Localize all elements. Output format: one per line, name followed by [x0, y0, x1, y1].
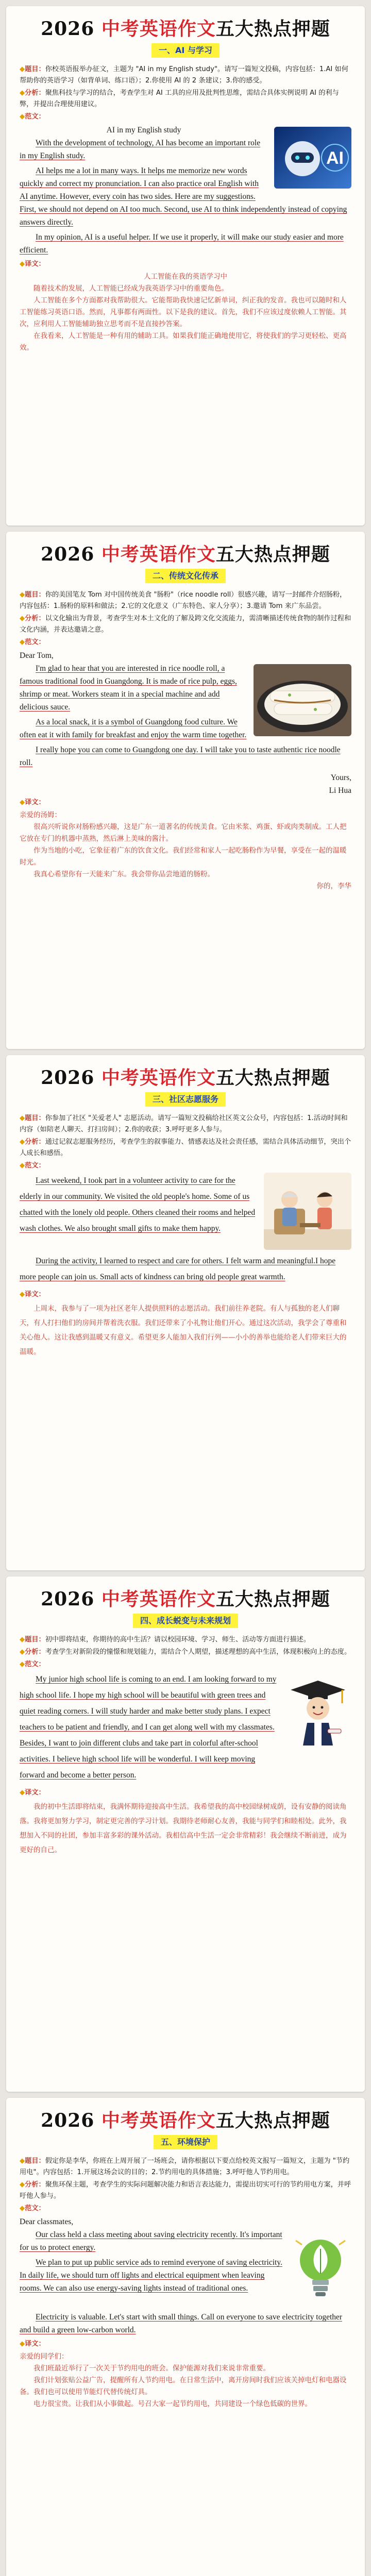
essay-card-ai — [6, 6, 365, 526]
page-title: 2026 中考英语作文五大热点押题 — [41, 1588, 330, 1610]
analysis-label: ◆分析： — [20, 89, 45, 97]
analysis-row: ◆分析：通过记叙志愿服务经历，考查学生的叙事能力、情感表达及社会责任感，需结合具体活动细节，突出个人成长和感悟。 — [20, 1138, 351, 1157]
essay-card-environment — [6, 2098, 365, 2576]
page-title: 2026 中考英语作文五大热点押题 — [41, 18, 330, 40]
topic-label: ◆题目： — [20, 2157, 45, 2165]
letter-greeting: Dear Tom, — [20, 651, 54, 660]
topic-row: ◆题目：初中即将结束，你期待的高中生活？请以校园环境、学习、师生、活动等方面进行描述。 — [20, 1636, 311, 1643]
sample-label: ◆范文： — [20, 1660, 45, 1668]
letter-closing: Yours, — [330, 773, 351, 782]
essay-card-volunteer — [6, 1055, 365, 1570]
translation-paragraph: 电力很宝贵。让我们从小事做起。号召大家一起节约用电，共同建设一个绿色低碳的世界。 — [33, 2400, 312, 2408]
analysis-row: ◆分析：聚焦科技与学习的结合，考查学生对 AI 工具的应用及批判性思维，需结合具体实例说明 AI 的利与弊，并提出合理使用建议。 — [20, 89, 339, 108]
letter-paragraph: I'm glad to hear that you are interested in rice noodle roll, a famous traditional food in Guangdong. It is made of rice pulp, eggs, shrimp or meat. Workers steam it in a special machine and add delicious sauce. — [20, 664, 237, 711]
topic-row: ◆题目：假定你是李华，你班在上周开展了一场班会，请你根据以下要点给校英文报写一篇短文，主题为 "节约用电"。内容包括：1.开展这场会议的目的；2.节约用电的具体措施；3.呼吁他人节约用电。 — [20, 2157, 350, 2176]
svg-text:AI: AI — [326, 148, 344, 168]
translation-title: 人工智能在我的英语学习中 — [144, 273, 227, 281]
topic-row: ◆题目：你参加了社区 "关爱老人" 志愿活动。请写一篇短文投稿给社区英文公众号，内容包括：1.活动时间和内容（如陪老人聊天、打扫房间）；2.你的收获；3.呼吁更多人参与。 — [20, 1114, 348, 1133]
topic-label: ◆题目： — [20, 1636, 45, 1643]
translation-paragraph: 我真心希望你有一天能来广东。我会带你品尝地道的肠粉。 — [33, 870, 214, 878]
essay-paragraph: AI helps me a lot in many ways. It helps me memorize new words quickly and correct my pronunciation. I can also practice oral English with AI anytime. However, every coin has two sides. Here are my suggestions. First, we should not depend on AI too much. Second, use AI to think independently instead of copying answers directly. — [20, 166, 347, 227]
analysis-label: ◆分析： — [20, 1648, 45, 1656]
page-title: 2026 中考英语作文五大热点押题 — [41, 544, 330, 565]
letter-paragraph: As a local snack, it is a symbol of Guangdong food culture. We often eat it with family for breakfast and enjoy the warm time together. — [20, 718, 247, 739]
analysis-row: ◆分析：考查学生对新阶段的憧憬和规划能力，需结合个人期望，描述理想的高中生活，体现积极向上的态度。 — [20, 1648, 351, 1656]
volunteer-elderly-image — [264, 1173, 351, 1250]
translation-paragraph: 作为当地的小吃，它象征着广东的饮食文化。我们经常和家人一起吃肠粉作为早餐，享受在一起的温暖时光。 — [20, 846, 347, 867]
graduate-cartoon-image — [284, 1673, 351, 1751]
topic-label: ◆题目： — [20, 65, 45, 73]
analysis-label: ◆分析： — [20, 1138, 45, 1146]
translation-greeting: 亲爱的汤姆： — [20, 811, 61, 819]
analysis-label: ◆分析： — [20, 2181, 45, 2189]
energy-bulb-image — [290, 2230, 351, 2308]
page-title: 2026 中考英语作文五大热点押题 — [41, 1067, 330, 1089]
translation-paragraph: 随着技术的发展，人工智能已经成为我英语学习中的重要角色。 — [33, 284, 228, 293]
translation-signature: 你的，李华 — [316, 882, 351, 890]
translation-paragraph: 在我看来，人工智能是一种有用的辅助工具。如果我们能正确地使用它，将使我们的学习更轻松、更高效。 — [20, 332, 347, 352]
translation-label: ◆译文： — [20, 260, 45, 268]
essay-paragraph: My junior high school life is coming to an end. I am looking forward to my high school life. I hope my high school will be beautiful with green trees and quiet reading corners. I will study harder and make better study plans. I expect teachers to be patient and friendly, and I can get along well with my classmates. Besides, I want to join different clubs and take part in colorful after-school activities. I believe high school life will be wonderful. I will keep moving forward and become a better person. — [20, 1675, 277, 1780]
letter-signature: Li Hua — [329, 786, 351, 795]
section-badge: 四、成长蜕变与未来规划 — [133, 1614, 238, 1628]
translation-label: ◆译文： — [20, 799, 45, 806]
analysis-row: ◆分析：以文化输出为背景，考查学生对本土文化的了解及跨文化交流能力，需清晰描述传统食物的制作过程和文化内涵，并表达邀请之意。 — [20, 615, 351, 634]
sample-label: ◆范文： — [20, 113, 45, 121]
essay-card-future — [6, 1577, 365, 2092]
essay-paragraph: Last weekend, I took part in a volunteer activity to care for the elderly in our community. We visited the old people's home. Some of us chatted with the lonely old people. Others cleaned their rooms and helped wash clothes. We also brought small gifts to make them happy. — [20, 1176, 256, 1233]
topic-label: ◆题目： — [20, 591, 45, 599]
letter-paragraph: I really hope you can come to Guangdong one day. I will take you to taste authentic rice noodle roll. — [20, 745, 341, 767]
page-title: 2026 中考英语作文五大热点押题 — [41, 2110, 330, 2131]
topic-label: ◆题目： — [20, 1114, 45, 1122]
essay-paragraph: In my opinion, AI is a useful helper. If we use it properly, it will make our study easier and more efficient. — [20, 233, 344, 255]
essay-paragraph: With the development of technology, AI has become an important role in my English study. — [20, 139, 261, 160]
topic-row: ◆题目：你的美国笔友 Tom 对中国传统美食 "肠粉"（rice noodle roll）很感兴趣，请写一封邮件介绍肠粉，内容包括：1.肠粉的原料和做法；2.它的文化意义（广东特色、家人分享）；3.邀请 Tom 来广东品尝。 — [20, 591, 347, 610]
translation-paragraph: 很高兴听说你对肠粉感兴趣，这是广东一道著名的传统美食。它由米浆、鸡蛋、虾或肉类制成。工人把它放在专门的机器中蒸熟，然后淋上美味的酱汁。 — [20, 823, 347, 843]
sample-label: ◆范文： — [20, 638, 45, 646]
translation-label: ◆译文： — [20, 1789, 45, 1797]
sample-label: ◆范文： — [20, 2205, 45, 2212]
section-badge: 二、传统文化传承 — [145, 569, 226, 583]
letter-greeting: Dear classmates, — [20, 2217, 74, 2226]
analysis-label: ◆分析： — [20, 615, 45, 622]
translation-label: ◆译文： — [20, 1291, 45, 1298]
translation-paragraph: 我们计划张贴公益广告，提醒所有人节约用电。在日常生活中，离开房间时我们应该关掉电灯和电器设备。我们也可以使用节能灯代替传统灯具。 — [20, 2376, 347, 2396]
section-badge: 五、环境保护 — [154, 2135, 217, 2149]
translation-paragraph: 我的初中生活即将结束，我满怀期待迎接高中生活。我希望我的高中校园绿树成荫，设有安静的阅读角落。我将更加努力学习，制定更完善的学习计划。我期待老师耐心友善，我能与同学们和睦相处。此外，我想加入不同的社团，参加丰富多彩的课外活动。我相信高中生活一定会非常精彩！我会继续不断前进，成为更好的自己。 — [20, 1803, 347, 1854]
topic-row: ◆题目：你校英语报举办征文，主题为 "AI in my English study"。请写一篇短文投稿，内容包括：1.AI 如何帮助你的英语学习（如背单词、练口语）；2.你使用 AI 的 2 条建议；3.你的感受。 — [20, 65, 348, 84]
translation-paragraph: 上周末，我参与了一项为社区老年人提供照料的志愿活动。我们前往养老院。有人与孤独的老人们聊天，有人打扫他们的房间并帮着洗衣服。我们还带来了小礼物让他们开心。通过这次活动，我学会了尊重和关心他人。这让我感到温暖又有意义。希望更多人能加入我们行列——小小的善举也能给老人们带来巨大的温暖。 — [20, 1304, 347, 1356]
essay-paragraph: During the activity, I learned to respect and care for others. I felt warm and meaningful.I hope more people can join us. Small acts of kindness can bring old people great warmth. — [20, 1257, 336, 1281]
translation-label: ◆译文： — [20, 2340, 45, 2348]
analysis-row: ◆分析：聚焦环保主题，考查学生的实际问题解决能力和语言表达能力，需提出切实可行的节约用电方案，并呼吁他人参与。 — [20, 2181, 351, 2200]
sample-label: ◆范文： — [20, 1162, 45, 1170]
essay-card-culture — [6, 532, 365, 1049]
rice-noodle-roll-image — [254, 664, 351, 736]
letter-paragraph: We plan to put up public service ads to remind everyone of saving electricity. In daily life, we should turn off lights and electrical equipment when leaving rooms. We can also use energy-saving lights instead of traditional ones. — [20, 2258, 282, 2293]
section-badge: 一、AI 与学习 — [151, 43, 220, 58]
letter-paragraph: Our class held a class meeting about saving electricity recently. It's important for us to protect energy. — [20, 2230, 282, 2252]
essay-title-en: AI in my English study — [106, 126, 181, 134]
letter-paragraph: Electricity is valuable. Let's start with small things. Call on everyone to save electricity together and build a green low-carbon world. — [20, 2313, 343, 2334]
translation-paragraph: 我们班最近举行了一次关于节约用电的班会。保护能源对我们来说非常重要。 — [33, 2364, 270, 2372]
translation-paragraph: 人工智能在多个方面都对我帮助很大。它能帮助我快速记忆新单词，纠正我的发音。我也可以随时和人工智能练习英语口语。然而，凡事都有两面性。以下是我的建议。首先，我们不应该过度依赖人工智能。其次，应利用人工智能辅助独立思考而不是直接抄答案。 — [20, 296, 347, 328]
section-badge: 三、社区志愿服务 — [145, 1092, 226, 1107]
translation-greeting: 亲爱的同学们： — [20, 2352, 69, 2361]
ai-robot-image — [274, 127, 351, 189]
